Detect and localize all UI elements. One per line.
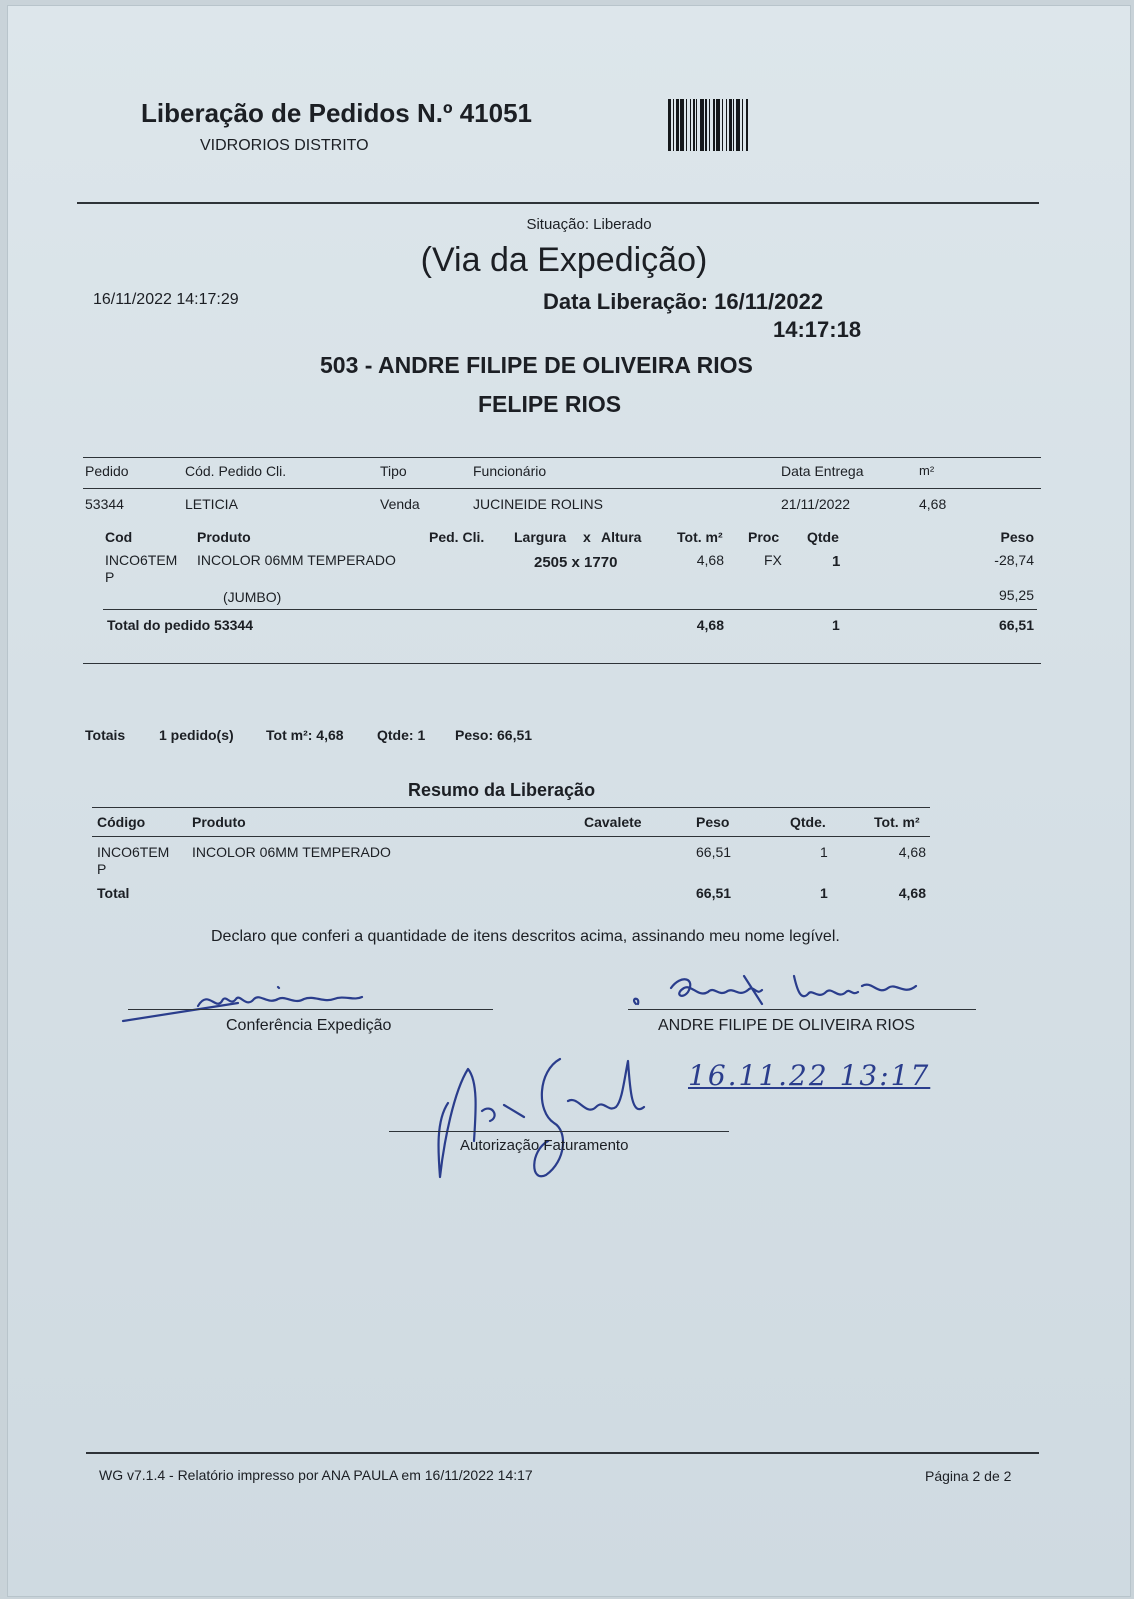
client-name: 503 - ANDRE FILIPE DE OLIVEIRA RIOS	[320, 352, 753, 378]
col-funcionario: Funcionário	[473, 463, 547, 479]
col-proc: Proc	[748, 529, 780, 545]
authorization-sign-line	[389, 1131, 729, 1132]
footer-printed-by: WG v7.1.4 - Relatório impresso por ANA PAULA em 16/11/2022 14:17	[99, 1467, 533, 1483]
summary-row-qtde: 1	[820, 844, 828, 860]
order-m2: 4,68	[919, 496, 947, 512]
order-total-label: Total do pedido 53344	[107, 617, 253, 633]
col-peso: Peso	[1000, 529, 1034, 545]
summary-row-peso: 66,51	[696, 844, 732, 860]
col-cod: Cod	[105, 529, 133, 545]
col-qtde: Qtde	[807, 529, 839, 545]
summary-total-tot-m2: 4,68	[898, 885, 926, 901]
item-note: (JUMBO)	[223, 589, 282, 605]
barcode	[668, 99, 838, 151]
item-peso: -28,74	[994, 552, 1034, 568]
order-total-qtde: 1	[832, 617, 840, 633]
col-cod-pedido-cli: Cód. Pedido Cli.	[185, 463, 287, 479]
item-peso-2: 95,25	[998, 587, 1034, 603]
summary-total-peso: 66,51	[696, 885, 732, 901]
summary-col-cavalete: Cavalete	[584, 814, 642, 830]
order-total-m2: 4,68	[696, 617, 724, 633]
company-name: VIDRORIOS DISTRITO	[200, 137, 369, 154]
header-divider	[77, 202, 1039, 204]
summary-row-produto: INCOLOR 06MM TEMPERADO	[192, 844, 391, 860]
summary-title: Resumo da Liberação	[408, 780, 596, 800]
col-largura: Largura	[514, 529, 567, 545]
release-time: 14:17:18	[773, 317, 862, 342]
order-table-header-rule	[83, 488, 1041, 489]
order-table-bottom-rule	[83, 663, 1041, 664]
summary-row-codigo: INCO6TEM	[97, 844, 170, 860]
summary-row-tot-m2: 4,68	[898, 844, 926, 860]
client-order-code: LETICIA	[185, 496, 238, 512]
item-total-rule	[103, 609, 1037, 610]
summary-row-codigo-wrap: P	[97, 861, 107, 877]
item-product: INCOLOR 06MM TEMPERADO	[197, 552, 396, 568]
totals-qtde: Qtde: 1	[377, 727, 426, 743]
summary-col-codigo: Código	[97, 814, 146, 830]
delivery-date: 21/11/2022	[781, 496, 851, 512]
item-dimensions: 2505 x 1770	[534, 554, 618, 571]
totals-label: Totais	[85, 727, 126, 743]
col-m2: m²	[919, 463, 935, 478]
col-ped-cli: Ped. Cli.	[429, 529, 485, 545]
footer-page-number: Página 2 de 2	[925, 1468, 1012, 1484]
order-table-top-rule	[83, 457, 1041, 458]
totals-m2: Tot m²: 4,68	[266, 727, 344, 743]
col-x: x	[583, 529, 591, 545]
item-tot-m2: 4,68	[696, 552, 724, 568]
item-code-wrap: P	[105, 569, 115, 585]
summary-col-produto: Produto	[192, 814, 246, 830]
summary-col-peso: Peso	[696, 814, 730, 830]
col-tot-m2: Tot. m²	[677, 529, 723, 545]
expedition-sign-line	[128, 1009, 493, 1010]
summary-total-label: Total	[97, 885, 130, 901]
col-pedido: Pedido	[85, 463, 129, 479]
item-qtde: 1	[832, 553, 841, 570]
order-total-peso: 66,51	[998, 617, 1034, 633]
col-tipo: Tipo	[380, 463, 407, 479]
copy-type: (Via da Expedição)	[420, 241, 708, 279]
client-sign-line	[628, 1009, 976, 1010]
summary-header-rule	[92, 836, 930, 837]
summary-col-qtde: Qtde.	[790, 814, 826, 830]
item-code: INCO6TEM	[105, 552, 178, 568]
client-nickname: FELIPE RIOS	[478, 391, 622, 417]
barcode-bar	[746, 99, 748, 151]
authorization-sign-label: Autorização Faturamento	[460, 1137, 629, 1154]
col-produto: Produto	[197, 529, 251, 545]
order-number: 53344	[85, 496, 124, 512]
employee-name: JUCINEIDE ROLINS	[473, 496, 603, 512]
totals-orders: 1 pedido(s)	[159, 727, 234, 743]
footer-rule	[86, 1452, 1039, 1454]
item-proc: FX	[764, 552, 782, 568]
col-data-entrega: Data Entrega	[781, 463, 864, 479]
release-date: Data Liberação: 16/11/2022	[543, 289, 824, 314]
authorization-signature	[418, 1051, 678, 1191]
order-type: Venda	[380, 496, 420, 512]
status-text: Situação: Liberado	[526, 216, 652, 233]
col-altura: Altura	[601, 529, 642, 545]
print-datetime: 16/11/2022 14:17:29	[93, 291, 239, 308]
summary-col-tot-m2: Tot. m²	[874, 814, 920, 830]
declaration-text: Declaro que conferi a quantidade de itens descritos acima, assinando meu nome legível.	[211, 928, 840, 945]
document-page	[8, 6, 1130, 1596]
totals-peso: Peso: 66,51	[455, 727, 533, 743]
handwritten-date: 16.11.22 13:17	[688, 1059, 931, 1092]
summary-total-qtde: 1	[820, 885, 828, 901]
summary-top-rule	[92, 807, 930, 808]
document-title: Liberação de Pedidos N.º 41051	[141, 98, 532, 128]
client-sign-label: ANDRE FILIPE DE OLIVEIRA RIOS	[658, 1017, 915, 1034]
expedition-sign-label: Conferência Expedição	[226, 1017, 392, 1034]
